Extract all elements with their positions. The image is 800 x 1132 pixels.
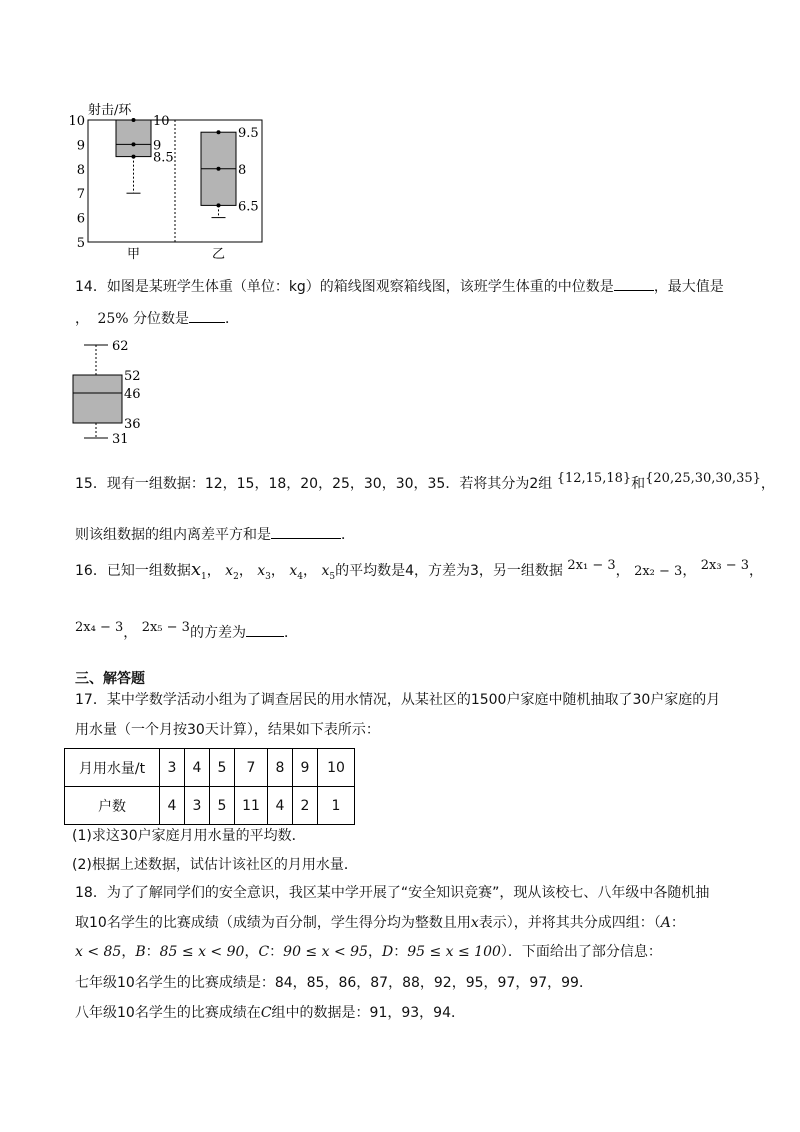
category-labels bbox=[127, 247, 225, 262]
expr-1: 2x₁ − 3 bbox=[567, 558, 616, 573]
expr-2: 2x₂ − 3 bbox=[634, 564, 683, 579]
q14-line1: 14．如图是某班学生体重（单位：kg）的箱线图观察箱线图，该班学生体重的中位数是 ，最大值是 bbox=[75, 276, 724, 297]
category-label: 甲 bbox=[126, 247, 141, 262]
expr-3: 2x₃ − 3 bbox=[700, 558, 750, 573]
table-header-cell: 月用水量/t bbox=[65, 749, 160, 787]
q15-line1: 15．现有一组数据：12，15，18，20，25，30，30，35．若将其分为2组 {12,15,18}和{20,25,30,30,35}， bbox=[75, 471, 775, 492]
y-tick-label: 8 bbox=[76, 162, 85, 178]
box-series bbox=[73, 339, 141, 447]
expr-4: 2x₄ − 3 bbox=[75, 620, 124, 635]
value-label: 6.5 bbox=[238, 199, 259, 215]
data-point bbox=[217, 203, 221, 207]
section-heading: 三、解答题 bbox=[75, 671, 145, 687]
q18-line2: 取10名学生的比赛成绩（成绩为百分制，学生得分均为整数且用x表示），并将其共分成四组：（A： bbox=[75, 915, 685, 931]
value-label: 8 bbox=[238, 162, 247, 178]
table-header-cell: 户数 bbox=[65, 787, 160, 825]
category-label: 乙 bbox=[211, 247, 226, 262]
table-row bbox=[65, 787, 355, 825]
data-point bbox=[132, 142, 136, 146]
weight-box-plot bbox=[60, 336, 180, 458]
table-cell: 10 bbox=[318, 749, 355, 787]
q14-line2: ， 25% 分位数是 ． bbox=[75, 308, 239, 329]
shooting-box-plot bbox=[60, 96, 280, 266]
expr-5: 2x₅ − 3 bbox=[141, 620, 190, 635]
y-tick-label: 6 bbox=[76, 211, 85, 227]
q15-line2: 则该组数据的组内离差平方和是 ． bbox=[75, 524, 355, 545]
table-cell: 9 bbox=[293, 749, 318, 787]
q16-line2: 2x₄ − 3， 2x₅ − 3的方差为 ． bbox=[75, 620, 298, 641]
box-series bbox=[116, 114, 259, 218]
value-label: 10 bbox=[153, 114, 170, 129]
y-tick-label: 5 bbox=[76, 236, 85, 251]
value-label: 9 bbox=[153, 138, 162, 154]
q16-line1: 16．已知一组数据$x_1$， $x_2$， $x_3$， $x_4$， $x_5$的平均数是4，方差为3，另一组数据 2x₁ − 3， 2x₂ − 3， 2x₃ − 3， bbox=[75, 558, 764, 582]
value-label: 31 bbox=[112, 432, 129, 447]
y-tick-labels bbox=[68, 114, 85, 251]
box bbox=[116, 120, 151, 157]
q17-sub1: (1)求这30户家庭月用水量的平均数． bbox=[72, 828, 306, 844]
y-tick-label: 7 bbox=[76, 187, 85, 203]
table-cell: 4 bbox=[185, 749, 210, 787]
q18-line4: 七年级10名学生的比赛成绩是：84，85，86，87，88，92，95，97，97，99． bbox=[75, 975, 593, 991]
data-point bbox=[132, 118, 136, 122]
table-cell: 7 bbox=[235, 749, 268, 787]
table-cell: 3 bbox=[160, 749, 185, 787]
q17-sub2: (2)根据上述数据，试估计该社区的月用水量． bbox=[72, 857, 358, 873]
table-cell: 11 bbox=[235, 787, 268, 825]
water-usage-table bbox=[64, 748, 355, 825]
set-two: {20,25,30,30,35} bbox=[645, 471, 761, 486]
table-cell: 4 bbox=[268, 787, 293, 825]
value-label: 8.5 bbox=[153, 150, 174, 166]
value-label: 46 bbox=[124, 387, 141, 402]
value-label: 9.5 bbox=[238, 126, 259, 142]
data-point bbox=[132, 155, 136, 159]
table-cell: 8 bbox=[268, 749, 293, 787]
box bbox=[73, 375, 122, 423]
q18-line5: 八年级10名学生的比赛成绩在C组中的数据是：91，93，94． bbox=[75, 1005, 465, 1021]
table-row bbox=[65, 749, 355, 787]
value-label: 52 bbox=[124, 369, 141, 384]
table-cell: 5 bbox=[210, 787, 235, 825]
answer-blank[interactable] bbox=[189, 308, 225, 323]
q18-line1: 18．为了了解同学们的安全意识，我区某中学开展了“安全知识竞赛”，现从该校七、八年级中各随机抽 bbox=[75, 885, 710, 901]
q18-line3: x < 85，B：85 ≤ x < 90，C：90 ≤ x < 95，D：95 ≤ x ≤ 100）．下面给出了部分信息： bbox=[75, 944, 662, 960]
percent-25: 25% bbox=[97, 311, 129, 327]
y-tick-label: 10 bbox=[68, 114, 85, 129]
y-tick-label: 9 bbox=[76, 138, 85, 154]
value-label: 36 bbox=[124, 417, 141, 432]
answer-blank[interactable] bbox=[246, 622, 284, 637]
q17-line1: 17．某中学数学活动小组为了调查居民的用水情况，从某社区的1500户家庭中随机抽取了30户家庭的月 bbox=[75, 692, 721, 708]
value-label: 62 bbox=[112, 339, 129, 354]
table-cell: 5 bbox=[210, 749, 235, 787]
table-cell: 2 bbox=[293, 787, 318, 825]
answer-blank[interactable] bbox=[614, 276, 654, 291]
set-one: {12,15,18} bbox=[556, 471, 632, 486]
y-axis-label: 射击/环 bbox=[88, 103, 132, 118]
answer-blank[interactable] bbox=[271, 524, 341, 539]
data-point bbox=[217, 130, 221, 134]
q17-line2: 用水量（一个月按30天计算），结果如下表所示： bbox=[75, 722, 380, 738]
table-cell: 1 bbox=[318, 787, 355, 825]
table-cell: 4 bbox=[160, 787, 185, 825]
table-cell: 3 bbox=[185, 787, 210, 825]
data-point bbox=[217, 167, 221, 171]
